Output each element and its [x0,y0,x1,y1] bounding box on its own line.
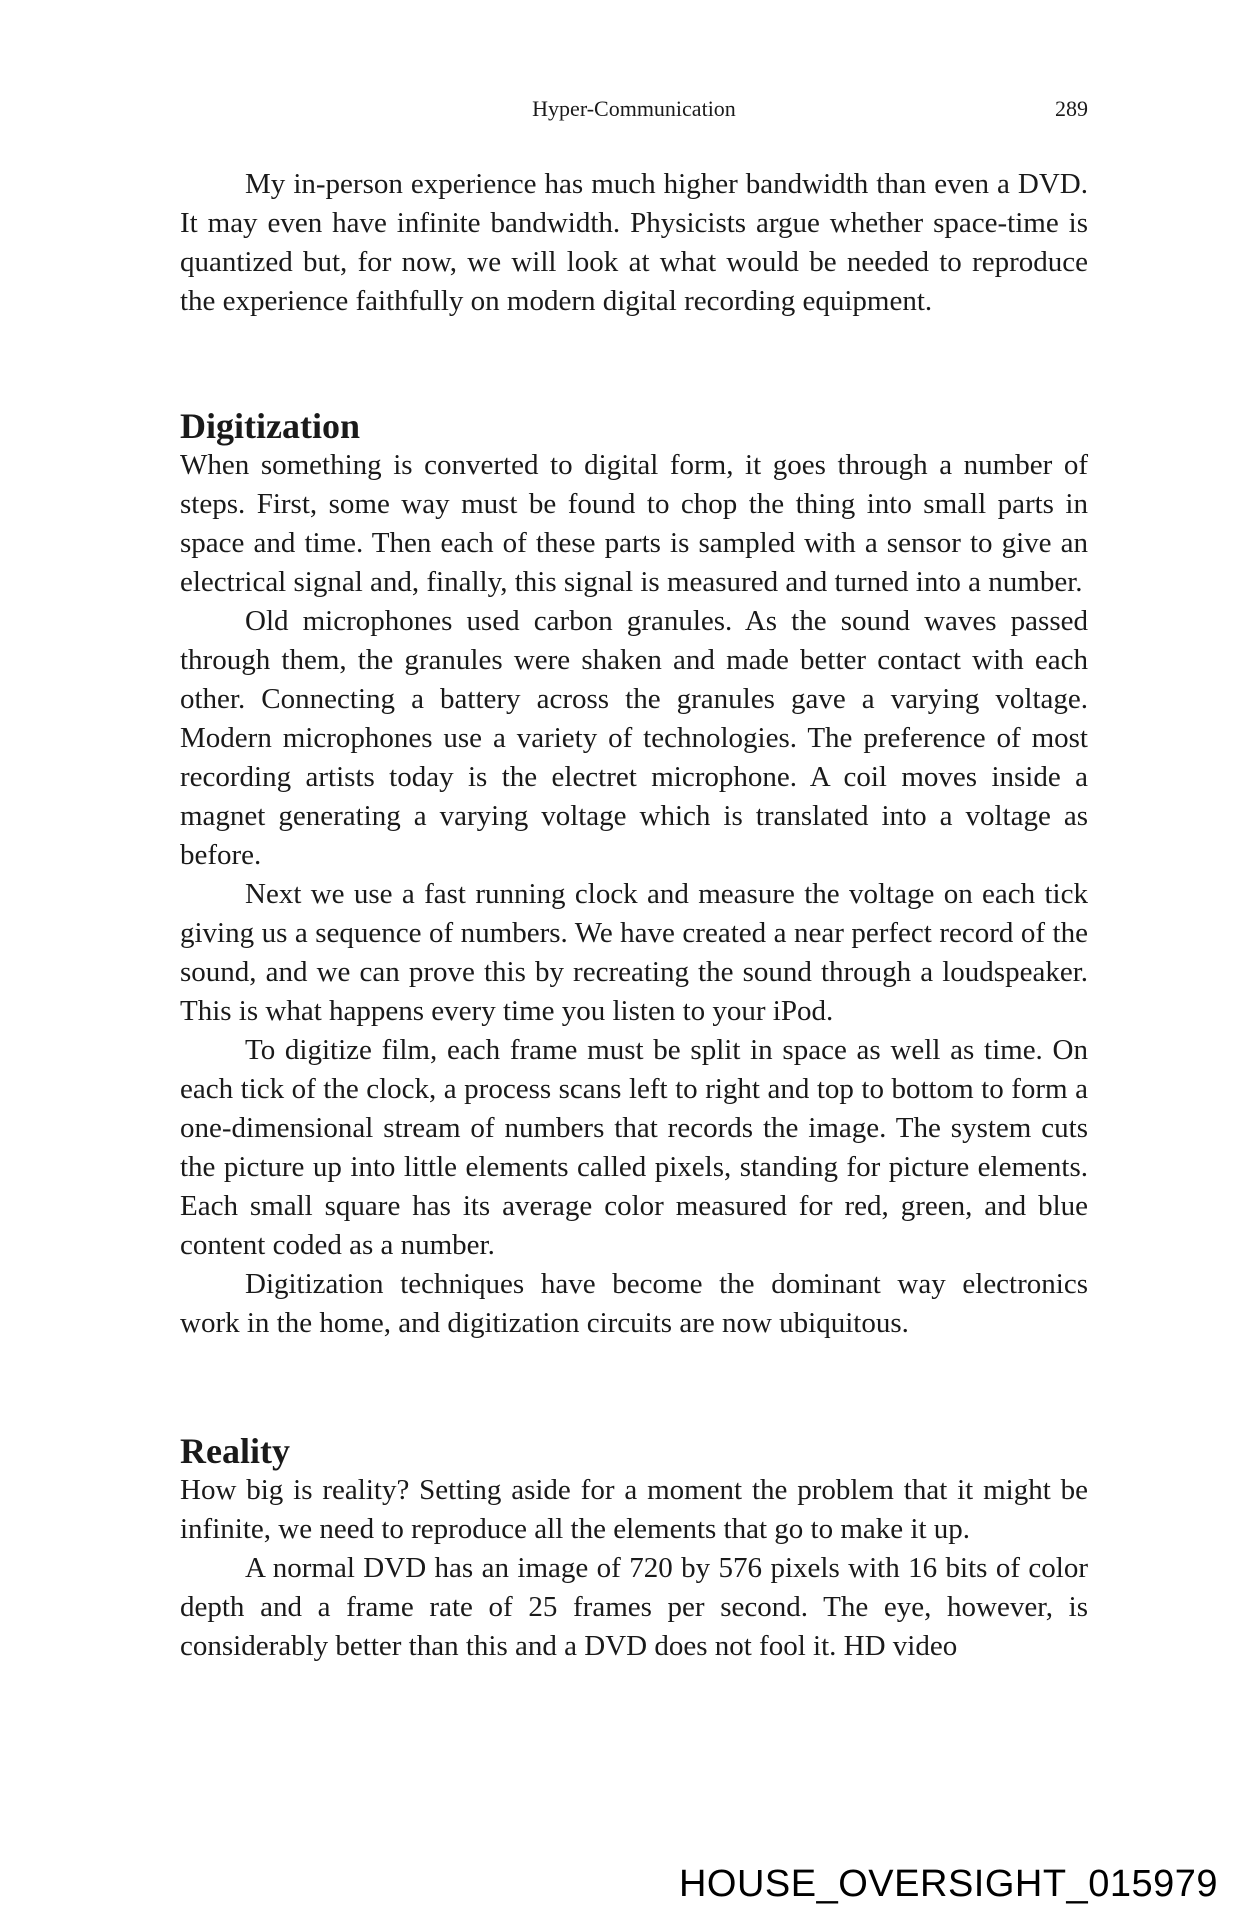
document-id-stamp: HOUSE_OVERSIGHT_015979 [678,1863,1218,1905]
body-text [180,165,1088,1666]
digitization-paragraph-3: Next we use a fast running clock and measure the voltage on each tick giving us a sequence of numbers. We have created a near perfect record of the sound, and we can prove this by recreating the sound through a loudspeaker. This is what happens every time you listen to your iPod. [180,878,1088,1027]
digitization-paragraph-5: Digitization techniques have become the dominant way electronics work in the home, and digitization circuits are now ubiquitous. [180,1268,1088,1339]
digitization-paragraph-2: Old microphones used carbon granules. As the sound waves passed through them, the granules were shaken and made better contact with each other. Connecting a battery across the granules gave a varying voltage. Modern microphones use a variety of technologies. The preference of most recording artists today is the electret microphone. A coil moves inside a magnet generating a varying voltage which is translated into a voltage as before. [180,605,1088,871]
page-number: 289 [1055,96,1088,121]
digitization-heading: Digitization [180,406,360,446]
reality-paragraph-1: How big is reality? Setting aside for a moment the problem that it might be infinite, we need to reproduce all the elements that go to make it up. [180,1474,1088,1545]
intro-paragraph: My in-person experience has much higher bandwidth than even a DVD. It may even have infinite bandwidth. Physicists argue whether space-time is quantized but, for now, we will look at what would be needed to reproduce the experience faithfully on modern digital recording equipment. [180,168,1088,317]
reality-heading: Reality [180,1431,290,1471]
reality-paragraph-2: A normal DVD has an image of 720 by 576 pixels with 16 bits of color depth and a frame rate of 25 frames per second. The eye, however, is considerably better than this and a DVD does not fool it. HD video [180,1552,1088,1662]
digitization-paragraph-4: To digitize film, each frame must be split in space as well as time. On each tick of the clock, a process scans left to right and top to bottom to form a one-dimensional stream of numbers that records the image. The system cuts the picture up into little elements called pixels, standing for picture elements. Each small square has its average color measured for red, green, and blue content coded as a number. [180,1034,1088,1261]
running-title: Hyper-Communication [532,96,736,121]
running-head [180,96,1088,130]
digitization-paragraph-1: When something is converted to digital form, it goes through a number of steps. First, some way must be found to chop the thing into small parts in space and time. Then each of these parts is sampled with a sensor to give an electrical signal and, finally, this signal is measured and turned into a number. [180,449,1088,598]
